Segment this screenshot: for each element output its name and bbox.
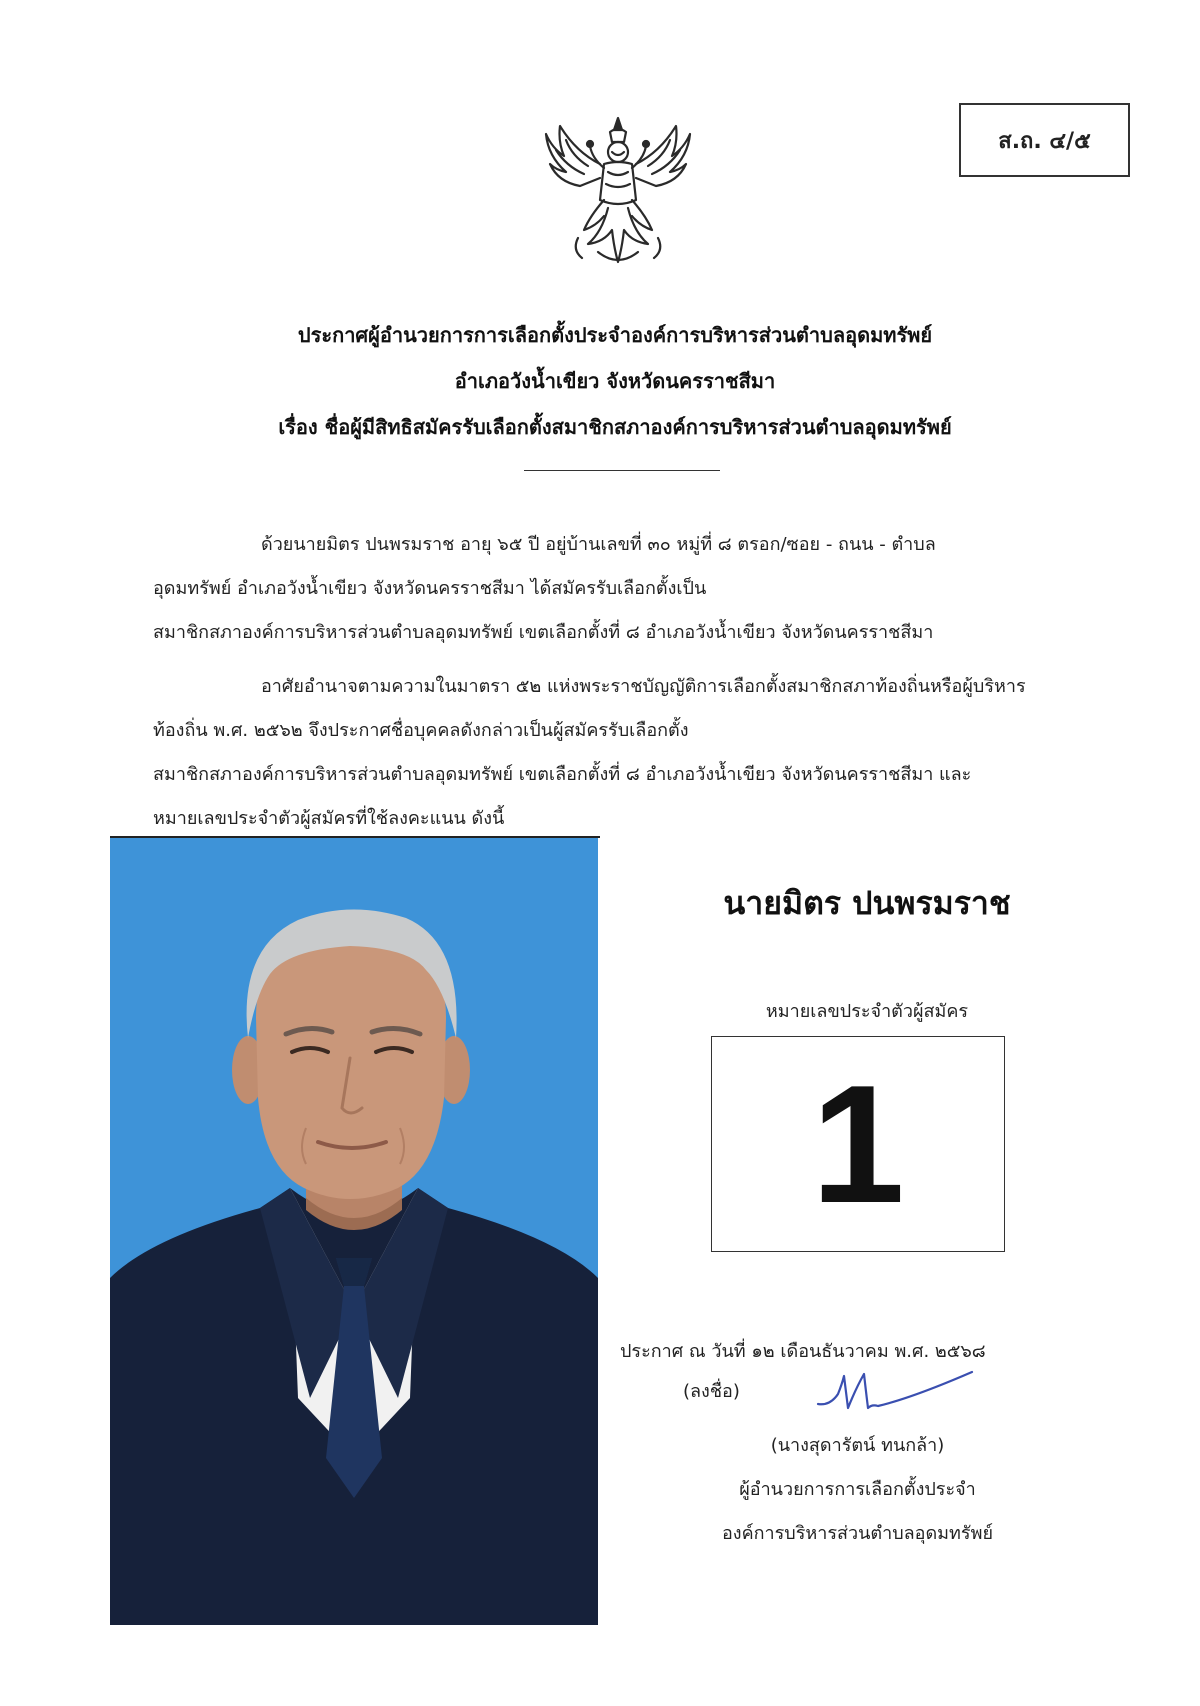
- title-line-1: ประกาศผู้อำนวยการการเลือกตั้งประจำองค์การบริหารส่วนตำบลอุดมทรัพย์: [297, 323, 933, 347]
- signer-title-line: ผู้อำนวยการการเลือกตั้งประจำ: [739, 1479, 976, 1500]
- garuda-emblem-icon: [538, 112, 698, 272]
- signer-block: [680, 1424, 1035, 1556]
- signer-name: (นางสุดารัตน์ ทนกล้า): [770, 1435, 945, 1456]
- paragraph-line: สมาชิกสภาองค์การบริหารส่วนตำบลอุดมทรัพย์ เขตเลือกตั้งที่ ๘ อำเภอวังน้ำเขียว จังหวัดนครราชสีมา: [153, 622, 934, 643]
- paragraph-line: ท้องถิ่น พ.ศ. ๒๕๖๒ จึงประกาศชื่อบุคคลดังกล่าวเป็นผู้สมัครรับเลือกตั้ง: [153, 720, 689, 741]
- candidate-number-label: หมายเลขประจำตัวผู้สมัคร: [765, 1001, 969, 1022]
- form-code: ส.ถ. ๔/๕: [998, 128, 1091, 154]
- announcement-title: [100, 312, 1130, 450]
- title-line-3: เรื่อง ชื่อผู้มีสิทธิสมัครรับเลือกตั้งสมาชิกสภาองค์การบริหารส่วนตำบลอุดมทรัพย์: [278, 415, 952, 439]
- signature-label: (ลงชื่อ): [683, 1381, 740, 1402]
- signer-title-line: องค์การบริหารส่วนตำบลอุดมทรัพย์: [721, 1523, 993, 1544]
- paragraph-line: หมายเลขประจำตัวผู้สมัครที่ใช้ลงคะแนน ดังนี้: [153, 808, 505, 829]
- paragraph-line: อุดมทรัพย์ อำเภอวังน้ำเขียว จังหวัดนครราชสีมา ได้สมัครรับเลือกตั้งเป็น: [153, 578, 707, 599]
- paragraph-line: สมาชิกสภาองค์การบริหารส่วนตำบลอุดมทรัพย์ เขตเลือกตั้งที่ ๘ อำเภอวังน้ำเขียว จังหวัดนครราชสีมา และ: [153, 764, 972, 785]
- candidate-name: นายมิตร ปนพรมราช: [723, 884, 1011, 922]
- candidate-portrait: [110, 838, 598, 1625]
- paragraph-line: อาศัยอำนาจตามความในมาตรา ๕๒ แห่งพระราชบัญญัติการเลือกตั้งสมาชิกสภาท้องถิ่นหรือผู้บริหาร: [261, 676, 1026, 697]
- candidate-number: 1: [811, 1050, 905, 1238]
- paragraph-candidate-info: [153, 523, 1093, 655]
- paragraph-legal-basis: [153, 665, 1093, 841]
- candidate-photo: [110, 838, 598, 1625]
- signature-icon: [812, 1364, 980, 1420]
- title-divider: [524, 470, 720, 471]
- paragraph-line: ด้วยนายมิตร ปนพรมราช อายุ ๖๕ ปี อยู่บ้านเลขที่ ๓๐ หมู่ที่ ๘ ตรอก/ซอย - ถนน - ตำบล: [261, 534, 936, 555]
- candidate-number-box: [711, 1036, 1005, 1252]
- form-code-box: [959, 103, 1130, 177]
- title-line-2: อำเภอวังน้ำเขียว จังหวัดนครราชสีมา: [454, 369, 776, 393]
- announcement-date: ประกาศ ณ วันที่ ๑๒ เดือนธันวาคม พ.ศ. ๒๕๖๘: [620, 1341, 986, 1362]
